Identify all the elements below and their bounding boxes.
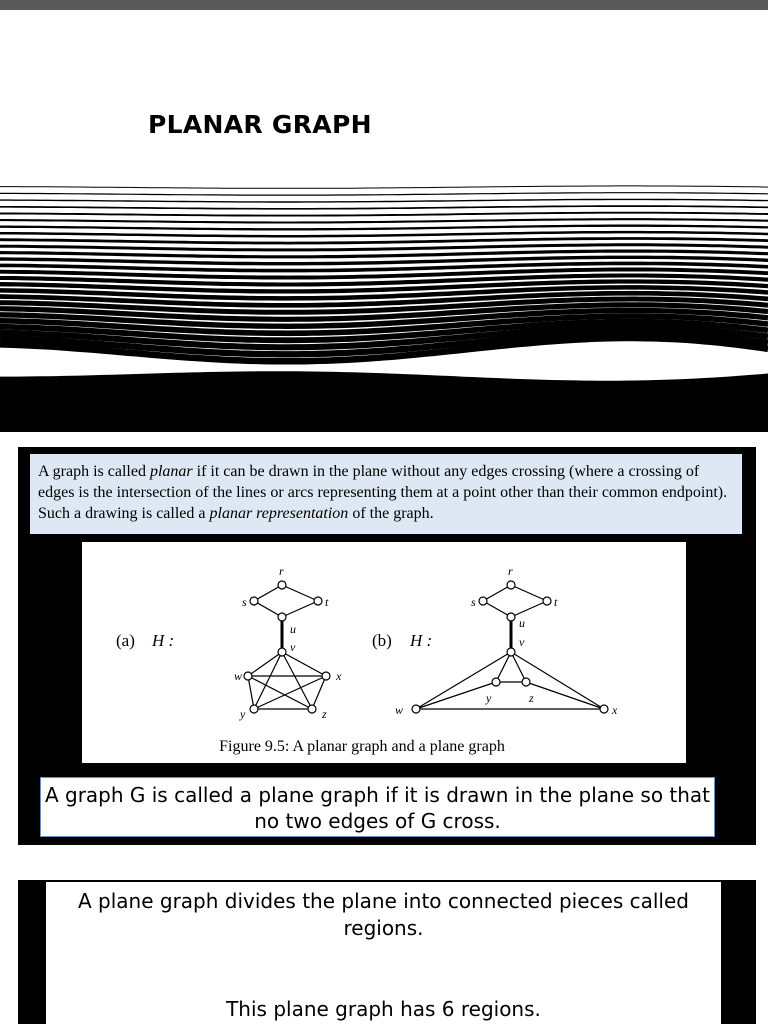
label-b: (b) — [372, 631, 392, 650]
regions-count-text: This plane graph has 6 regions. — [226, 997, 541, 1021]
vlabel-s-b: s — [471, 595, 476, 609]
top-bar — [0, 0, 768, 10]
figure-caption: Figure 9.5: A planar graph and a plane graph — [219, 738, 505, 755]
page-title: PLANAR GRAPH — [148, 110, 372, 139]
vlabel-y-a: y — [240, 707, 246, 721]
vertex-u-a — [278, 613, 286, 621]
vlabel-t-a: t — [325, 595, 329, 609]
definition-text: if it can be drawn in the plane without any edges crossing (where a crossing of edges is the intersection of the lines or arcs representing them at a point other than their common endpoint). Such a drawing is called a — [38, 463, 728, 522]
vlabel-u-b: u — [519, 616, 525, 630]
vlabel-z-a: z — [322, 707, 327, 721]
definition-text: of the graph. — [348, 505, 434, 522]
vlabel-x-a: x — [336, 669, 342, 683]
vertex-r-b — [507, 581, 515, 589]
planar-definition-box — [30, 454, 742, 534]
term-planar: planar — [149, 463, 193, 480]
vertex-r-a — [278, 581, 286, 589]
regions-text: A plane graph divides the plane into connected pieces called regions. — [78, 889, 689, 940]
vertex-s-b — [479, 597, 487, 605]
definition-text: A graph is called — [38, 463, 150, 480]
graph-a-vertices — [244, 581, 330, 713]
vertex-s-a — [250, 597, 258, 605]
vertex-z-b — [522, 678, 530, 686]
vertex-v-b — [507, 648, 515, 656]
planar-definition-slide — [18, 447, 756, 845]
vertex-x-a — [322, 672, 330, 680]
figure-panel — [82, 542, 686, 763]
vertex-z-a — [308, 705, 316, 713]
vlabel-v-b: v — [519, 635, 525, 649]
label-a: (a) — [116, 631, 135, 650]
graph-figure — [82, 542, 686, 763]
vlabel-y-b: y — [486, 691, 492, 705]
graph-name-a: H : — [152, 631, 175, 650]
wave-lines-image — [0, 180, 768, 432]
vertex-t-a — [314, 597, 322, 605]
term-planar-representation: planar representation — [209, 505, 349, 522]
vertex-t-b — [543, 597, 551, 605]
vertex-v-a — [278, 648, 286, 656]
plane-graph-definition: A graph G is called a plane graph if it is drawn in the plane so that no two edges of G cross. — [40, 777, 715, 837]
vertex-w-b — [412, 705, 420, 713]
vlabel-r-b: r — [508, 564, 513, 578]
vertex-u-b — [507, 613, 515, 621]
regions-slide — [18, 880, 756, 1024]
vertex-y-b — [492, 678, 500, 686]
vlabel-t-b: t — [554, 595, 558, 609]
vertex-x-b — [600, 705, 608, 713]
graph-name-b: H : — [410, 631, 433, 650]
vlabel-w-b: w — [395, 703, 404, 717]
graph-b — [416, 585, 604, 709]
vlabel-x-b: x — [612, 703, 618, 717]
vlabel-z-b: z — [529, 691, 534, 705]
vlabel-s-a: s — [242, 595, 247, 609]
vlabel-w-a: w — [234, 669, 243, 683]
vertex-w-a — [244, 672, 252, 680]
vlabel-u-a: u — [290, 622, 296, 636]
vlabel-v-a: v — [290, 640, 296, 654]
vertex-y-a — [250, 705, 258, 713]
vlabel-r-a: r — [279, 564, 284, 578]
regions-box — [46, 882, 721, 1024]
